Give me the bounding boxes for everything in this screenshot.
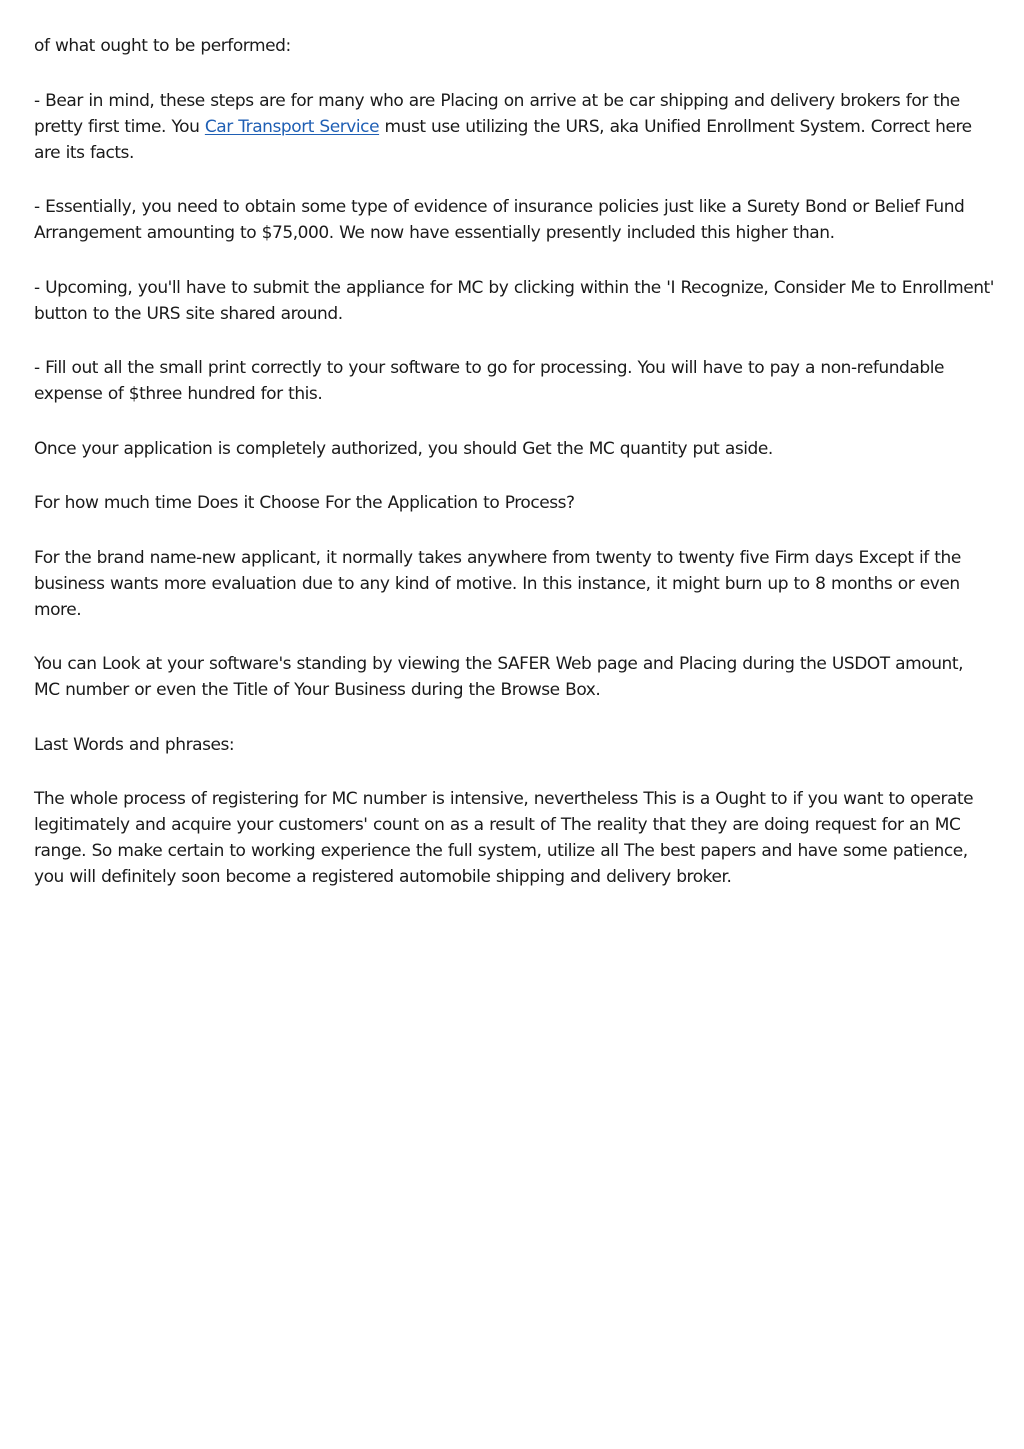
paragraph-fill-step: - Fill out all the small print correctly to your software to go for processing. You will have to pay a non-refundable expense of $three hundred for this.	[34, 358, 944, 404]
paragraph-conclusion: The whole process of registering for MC number is intensive, nevertheless This is a Ought to if you want to operate legitimately and acquire your customers' count on as a result of The reality that they are doing request for an MC range. So make certain to working experience the full system, utilize all The best papers and have some patience, you will definitely soon become a registered automobile shipping and delivery broker.	[34, 789, 974, 887]
paragraph-intro: of what ought to be performed:	[34, 36, 291, 56]
paragraph-question-heading: For how much time Does it Choose For the Application to Process?	[34, 493, 575, 513]
paragraph-text-before-link: - Bear in mind, these steps are for many who are Placing on arrive at be car shipping and delivery brokers for the pretty first time. You	[34, 90, 960, 137]
paragraph-insurance-step: - Essentially, you need to obtain some type of evidence of insurance policies just like a Surety Bond or Belief Fund Arrangement amounting to $75,000. We now have essentially presently included this higher than.	[34, 197, 965, 243]
car-transport-service-link[interactable]: Car Transport Service	[204, 116, 380, 137]
paragraph-text-after-link: must use utilizing the URS, aka Unified Enrollment System. Correct here are its facts.	[34, 116, 972, 163]
paragraph-processing-time: For the brand name-new applicant, it normally takes anywhere from twenty to twenty five Firm days Except if the business wants more evaluation due to any kind of motive. In this instance, it might burn up to 8 months or even more.	[34, 547, 961, 620]
paragraph-last-words-heading: Last Words and phrases:	[34, 734, 235, 755]
paragraph-authorized: Once your application is completely authorized, you should Get the MC quantity put aside.	[34, 438, 773, 459]
paragraph-urs-step	[34, 88, 994, 166]
document-body	[34, 33, 994, 919]
paragraph-submit-step: - Upcoming, you'll have to submit the appliance for MC by clicking within the 'I Recognize, Consider Me to Enrollment' button to the URS site shared around.	[34, 277, 994, 324]
paragraph-check-status: You can Look at your software's standing by viewing the SAFER Web page and Placing during the USDOT amount, MC number or even the Title of Your Business during the Browse Box.	[34, 654, 964, 700]
